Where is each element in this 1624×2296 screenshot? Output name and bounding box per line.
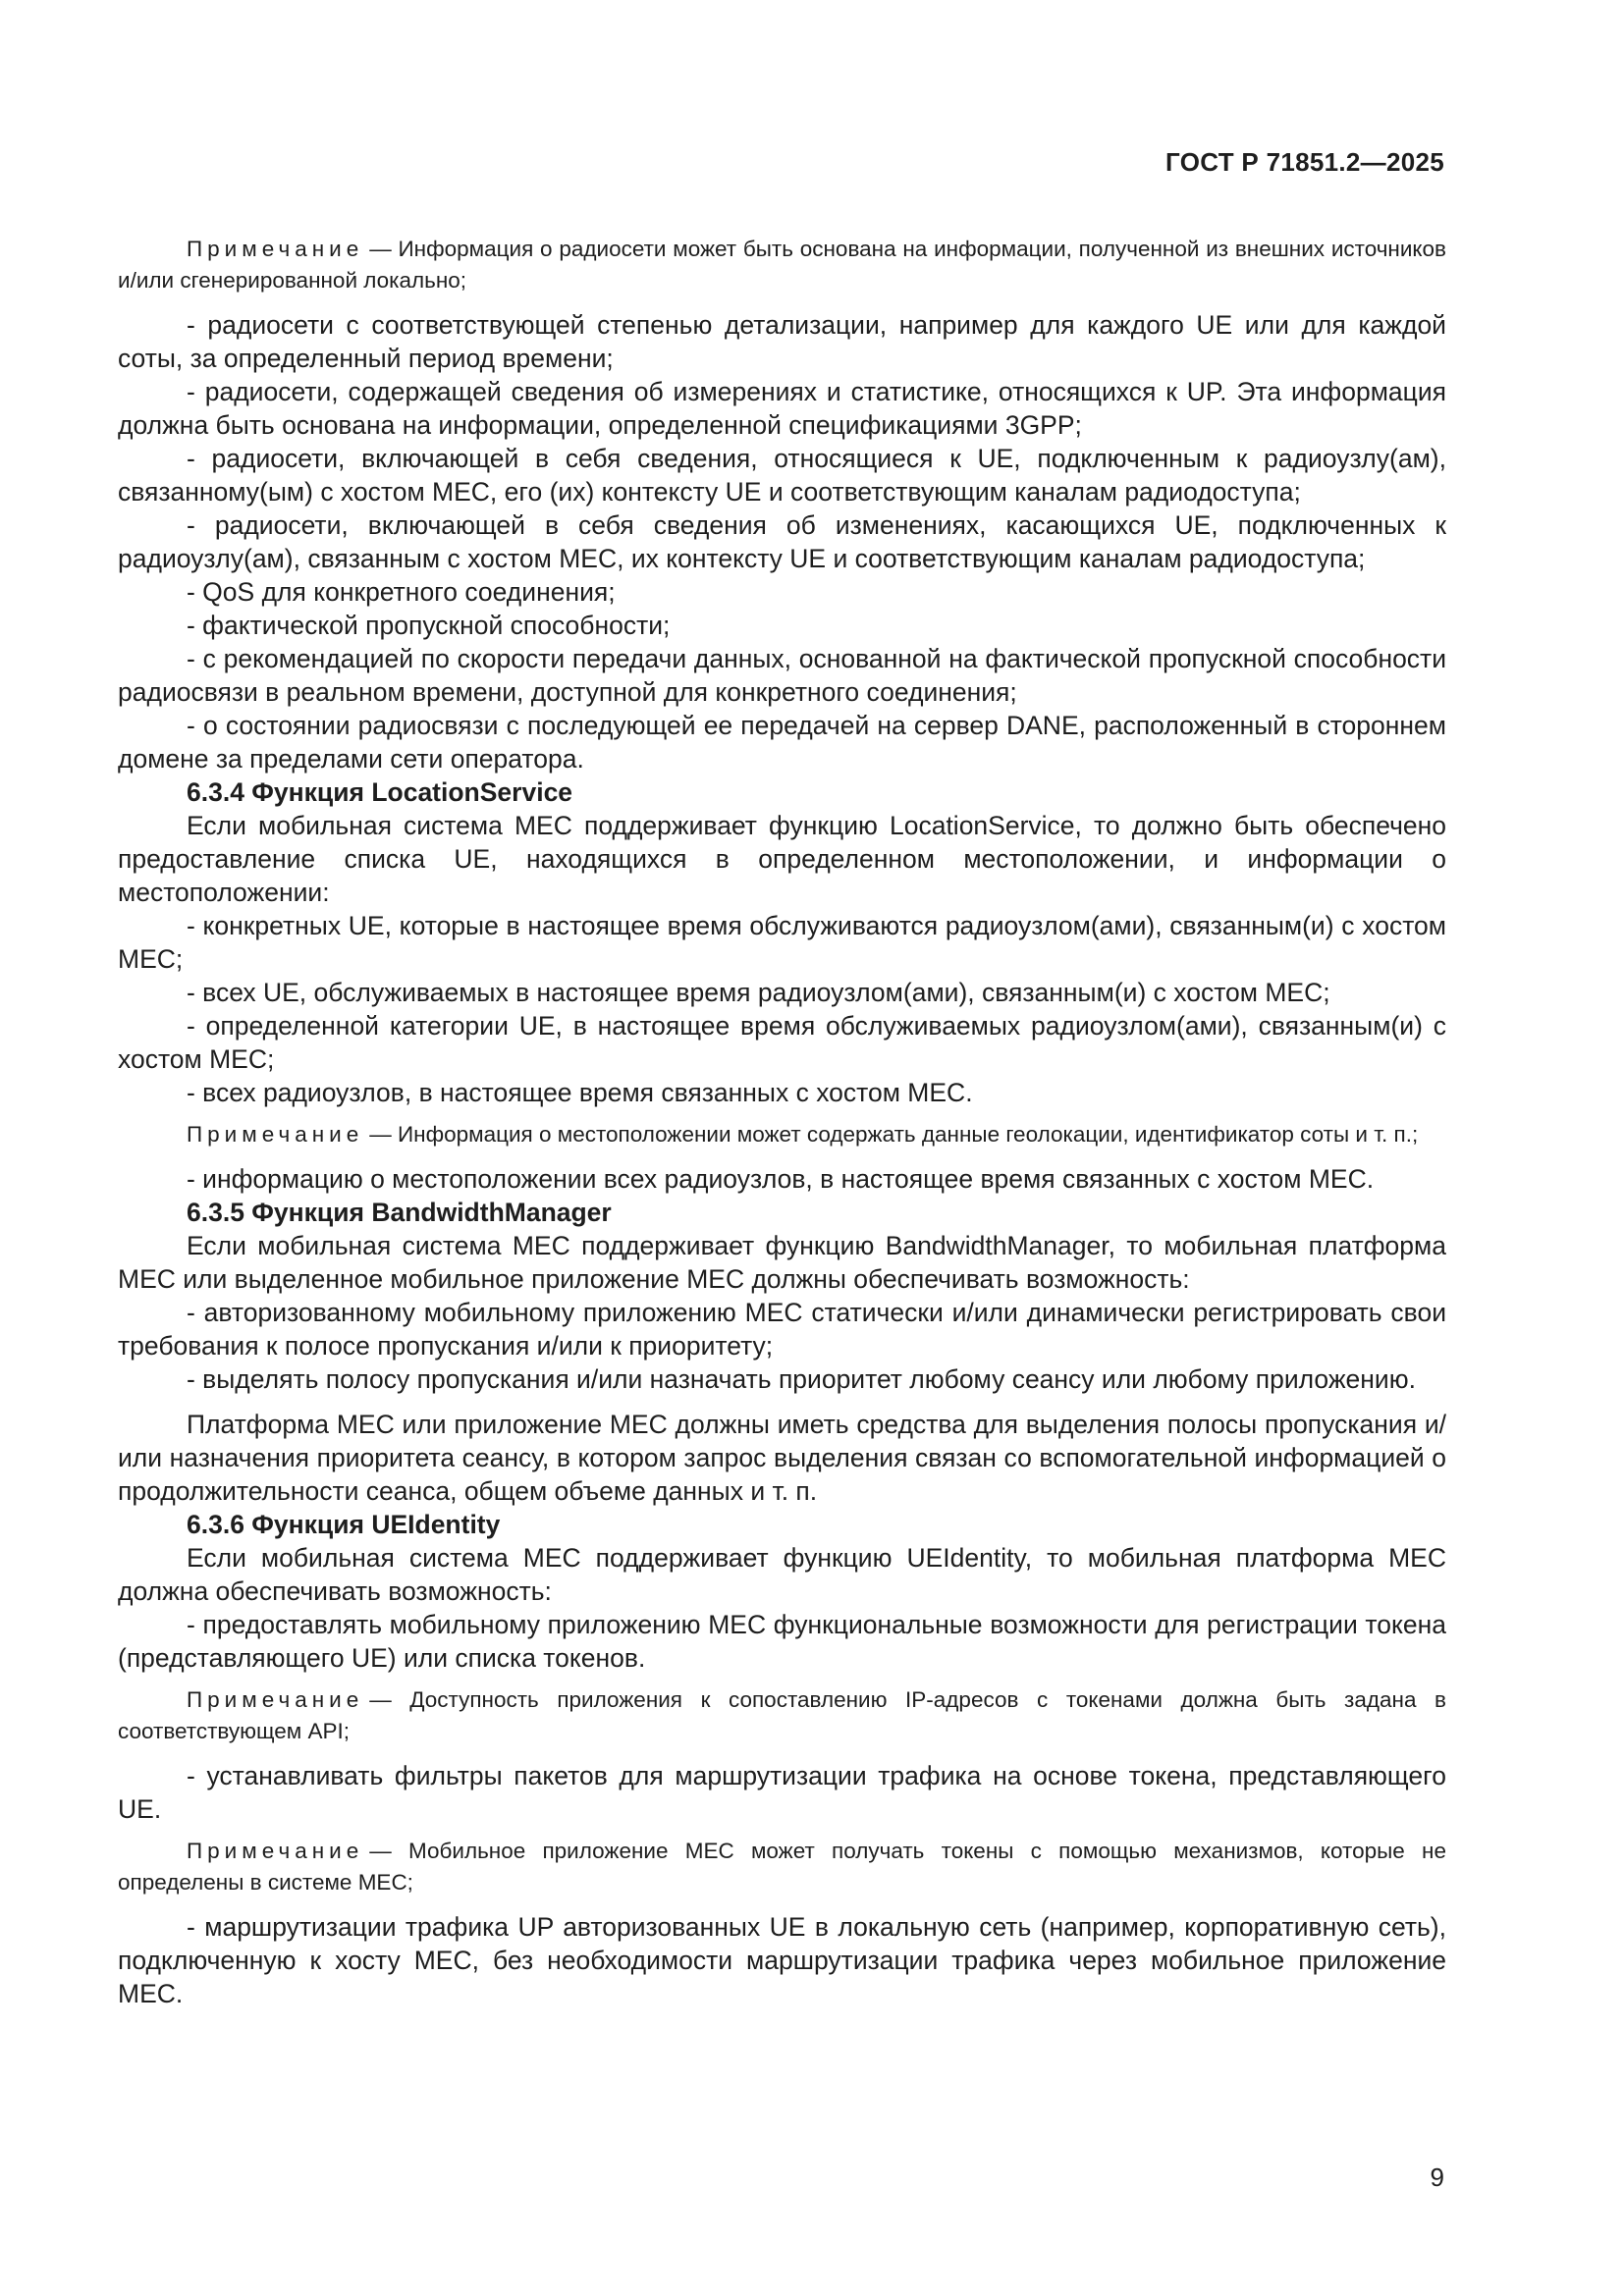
- list-item: - радиосети, включающей в себя сведения об изменениях, касающихся UE, подключенных к радиоузлу(ам), связанным с хостом MEC, их контексту UE и соответствующим каналам радиодоступа;: [118, 510, 1446, 573]
- paragraph: Если мобильная система MEC поддерживает функцию LocationService, то должно быть обеспечено предоставление списка UE, находящихся в определенном местоположении, и информации о местоположении:: [118, 811, 1446, 907]
- list-item: - радиосети, включающей в себя сведения, относящиеся к UE, подключенным к радиоузлу(ам), связанному(ым) с хостом MEC, его (их) контексту UE и соответствующим каналам радиодоступа;: [118, 444, 1446, 507]
- note: [118, 1684, 1446, 1747]
- list-item: - с рекомендацией по скорости передачи данных, основанной на фактической пропускной способности радиосвязи в реальном времени, доступной для конкретного соединения;: [118, 644, 1446, 707]
- list-item: - устанавливать фильтры пакетов для маршрутизации трафика на основе токена, представляющего UE.: [118, 1761, 1446, 1824]
- list-item: - радиосети, содержащей сведения об измерениях и статистике, относящихся к UP. Эта информация должна быть основана на информации, определенной спецификациями 3GPP;: [118, 377, 1446, 440]
- list-item: - маршрутизации трафика UP авторизованных UE в локальную сеть (например, корпоративную сеть), подключенную к хосту MEC, без необходимости маршрутизации трафика через мобильное приложение MEC.: [118, 1912, 1446, 2008]
- section-heading-6-3-5: 6.3.5 Функция BandwidthManager: [187, 1198, 612, 1227]
- note: [118, 234, 1446, 296]
- note-text: — Информация о местоположении может содержать данные геолокации, идентификатор соты и т. п.;: [369, 1122, 1419, 1147]
- note-text: — Мобильное приложение MEC может получать токены с помощью механизмов, которые не определены в системе MEC;: [118, 1839, 1446, 1895]
- document-code: ГОСТ Р 71851.2—2025: [1165, 147, 1444, 177]
- paragraph: Платформа MEC или приложение MEC должны иметь средства для выделения полосы пропускания и/или назначения приоритета сеансу, в котором запрос выделения связан со вспомогательной информацией о продолжительности сеанса, общем объеме данных и т. п.: [118, 1410, 1446, 1506]
- section-heading-6-3-6: 6.3.6 Функция UEIdentity: [187, 1510, 501, 1539]
- list-item: - выделять полосу пропускания и/или назначать приоритет любому сеансу или любому приложению.: [187, 1364, 1416, 1394]
- list-item: - предоставлять мобильному приложению MEC функциональные возможности для регистрации токена (представляющего UE) или списка токенов.: [118, 1610, 1446, 1673]
- page-body: [118, 224, 1446, 2010]
- list-item: - радиосети с соответствующей степенью детализации, например для каждого UE или для каждой соты, за определенный период времени;: [118, 310, 1446, 373]
- note-text: — Доступность приложения к сопоставлению IP-адресов с токенами должна быть задана в соответствующем API;: [118, 1687, 1446, 1743]
- list-item: - определенной категории UE, в настоящее время обслуживаемых радиоузлом(ами), связанным(и) с хостом MEC;: [118, 1011, 1446, 1074]
- list-item: - авторизованному мобильному приложению MEC статически и/или динамически регистрировать свои требования к полосе пропускания и/или к приоритету;: [118, 1298, 1446, 1361]
- list-item: - о состоянии радиосвязи с последующей ее передачей на сервер DANE, расположенный в стороннем домене за пределами сети оператора.: [118, 711, 1446, 774]
- paragraph: Если мобильная система MEC поддерживает функцию BandwidthManager, то мобильная платформа MEC или выделенное мобильное приложение MEC должны обеспечивать возможность:: [118, 1231, 1446, 1294]
- note: [118, 1836, 1446, 1898]
- section-heading-6-3-4: 6.3.4 Функция LocationService: [187, 777, 573, 807]
- note-label: Примечание: [187, 237, 364, 261]
- list-item: - конкретных UE, которые в настоящее время обслуживаются радиоузлом(ами), связанным(и) с хостом MEC;: [118, 911, 1446, 974]
- note: [118, 1119, 1446, 1150]
- page-number: 9: [1430, 2163, 1444, 2192]
- note-label: Примечание: [187, 1687, 364, 1712]
- paragraph: Если мобильная система MEC поддерживает функцию UEIdentity, то мобильная платформа MEC должна обеспечивать возможность:: [118, 1543, 1446, 1606]
- list-item: - QoS для конкретного соединения;: [187, 577, 616, 607]
- list-item: - информацию о местоположении всех радиоузлов, в настоящее время связанных с хостом MEC.: [187, 1164, 1375, 1194]
- list-item: - фактической пропускной способности;: [187, 611, 671, 640]
- note-label: Примечание: [187, 1122, 364, 1147]
- list-item: - всех UE, обслуживаемых в настоящее время радиоузлом(ами), связанным(и) с хостом MEC;: [187, 978, 1330, 1007]
- note-text: — Информация о радиосети может быть основана на информации, полученной из внешних источников и/или сгенерированной локально;: [118, 237, 1446, 293]
- list-item: - всех радиоузлов, в настоящее время связанных с хостом MEC.: [187, 1078, 973, 1107]
- note-label: Примечание: [187, 1839, 364, 1863]
